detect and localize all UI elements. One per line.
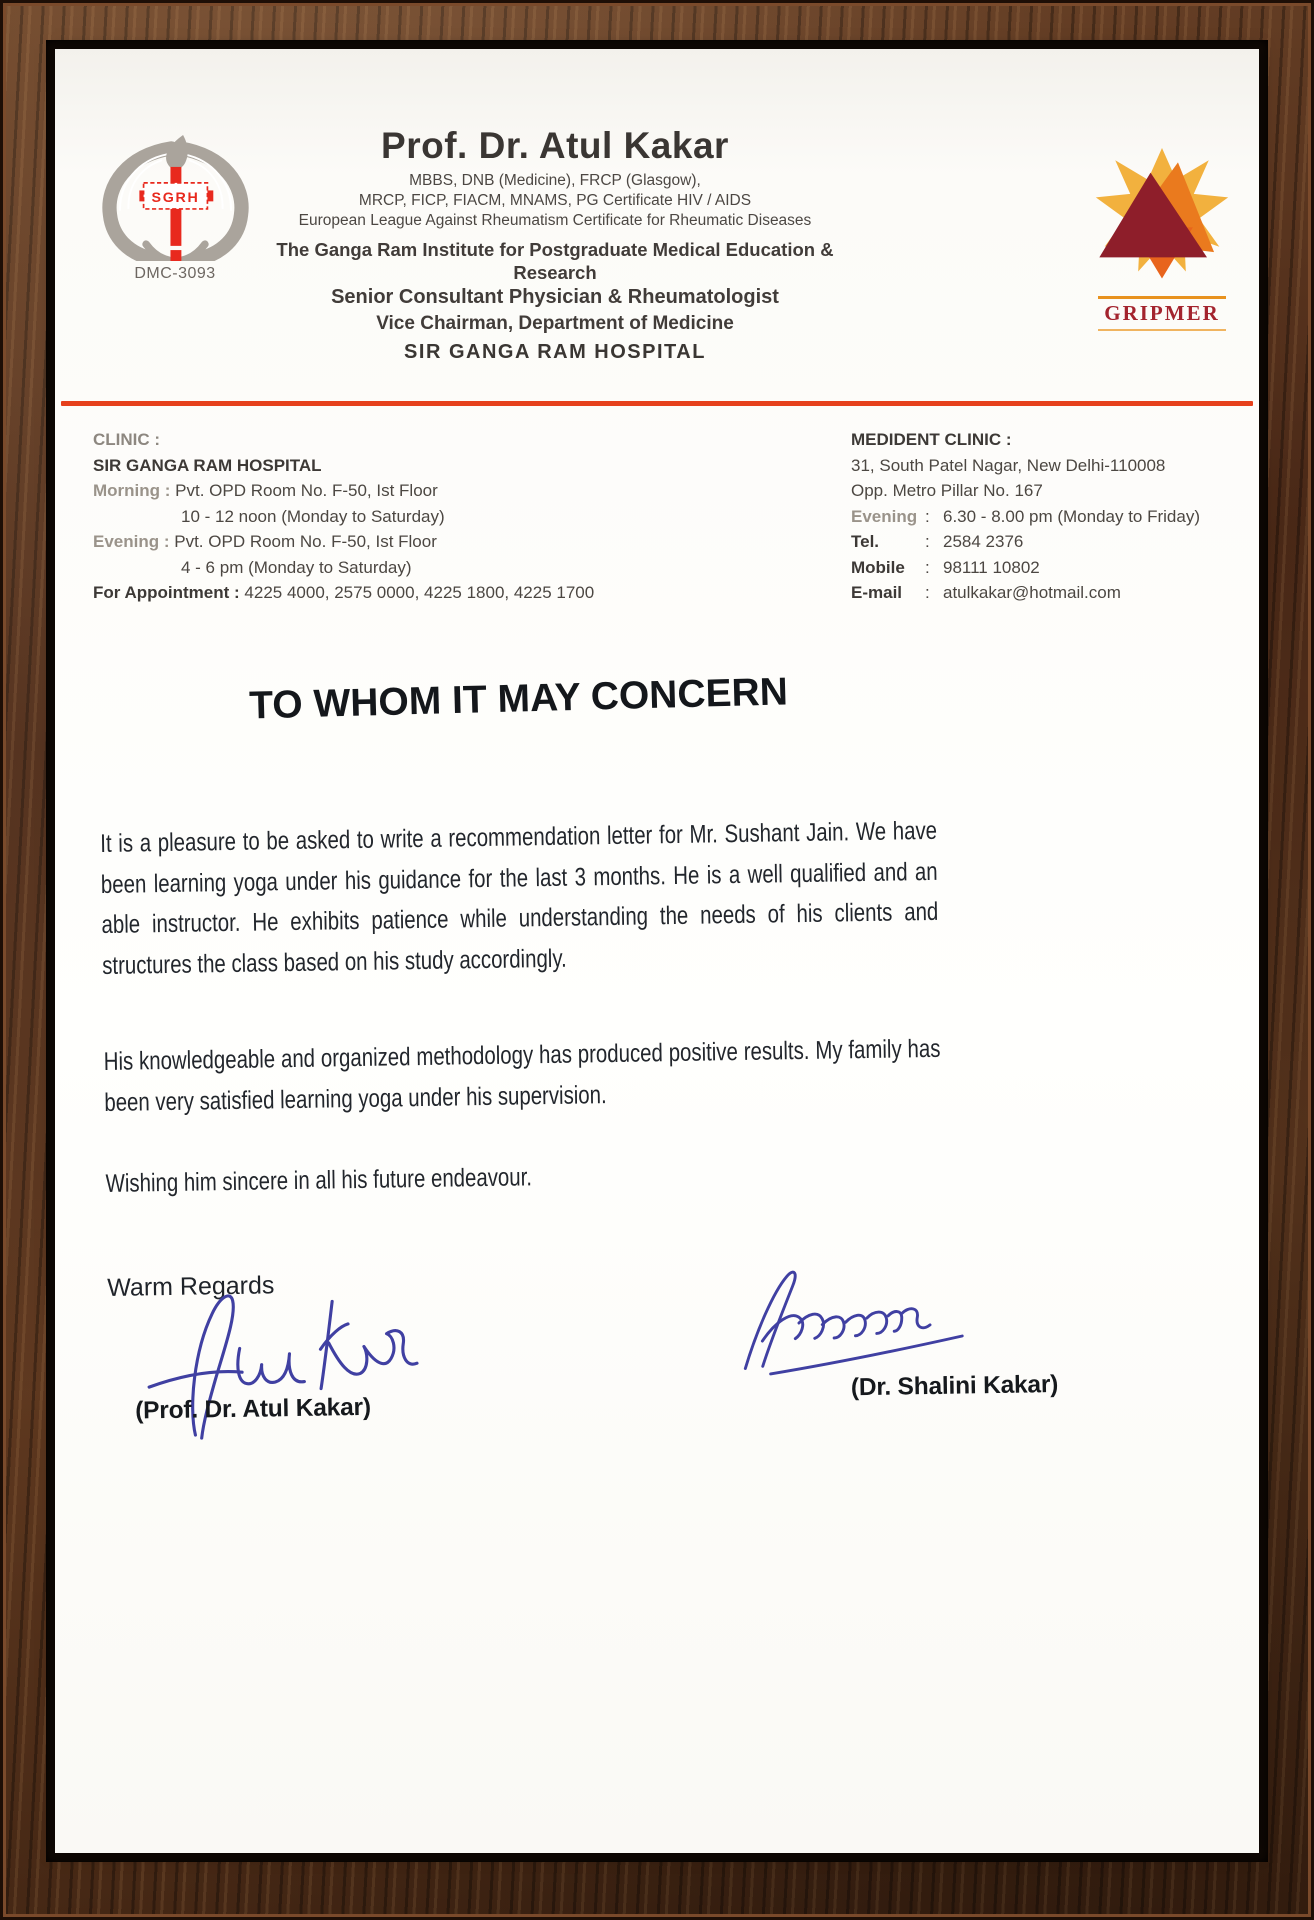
qualifications-line-2: MRCP, FICP, FIACM, MNAMS, PG Certificate HIV / AIDS — [358, 192, 752, 209]
gripmer-logo-icon — [1087, 141, 1237, 289]
clinic-hospital-name: SIR GANGA RAM HOSPITAL — [93, 455, 322, 475]
mobile-value: 98111 10802 — [943, 557, 1040, 577]
medident-tel-row — [851, 529, 1251, 555]
qualifications-line-1: MBBS, DNB (Medicine), FRCP (Glasgow), — [409, 172, 701, 189]
letter-title: TO WHOM IT MAY CONCERN — [248, 670, 789, 728]
letterhead-center — [243, 125, 867, 368]
medident-evening-label: Evening — [851, 506, 918, 526]
colon: : — [925, 583, 930, 602]
signature-shalini-ink-icon — [701, 1257, 1033, 1382]
institute-name: The Ganga Ram Institute for Postgraduate Medical Education & Research — [276, 239, 834, 283]
colon: : — [925, 506, 930, 526]
letter-body — [95, 628, 1106, 1644]
medident-mobile-row — [851, 555, 1251, 581]
medident-email-row — [851, 580, 1251, 606]
sgrh-logo-block — [89, 135, 261, 283]
email-value: atulkakar@hotmail.com — [943, 583, 1121, 602]
signer-name-right: (Dr. Shalini Kakar) — [850, 1371, 1059, 1402]
gripmer-logo-block — [1081, 141, 1243, 331]
hospital-name: SIR GANGA RAM HOSPITAL — [404, 341, 706, 363]
morning-time: 10 - 12 noon (Monday to Saturday) — [181, 506, 445, 526]
sgrh-logo-label: SGRH — [151, 190, 199, 207]
letter-paragraph-3: Wishing him sincere in all his future endeavour. — [105, 1163, 533, 1198]
clinic-morning-row — [93, 478, 713, 504]
letter-paragraph-2: His knowledgeable and organized methodology has produced positive results. My family has been very satisfied learning yoga under his supervision. — [103, 1034, 941, 1117]
appointment-numbers: 4225 4000, 2575 0000, 4225 1800, 4225 1700 — [244, 583, 595, 602]
tel-value: 2584 2376 — [943, 532, 1024, 551]
medident-address-2: Opp. Metro Pillar No. 167 — [851, 481, 1043, 500]
letter-paper — [55, 49, 1259, 1853]
signer-name-left: (Prof. Dr. Atul Kakar) — [134, 1393, 372, 1425]
dmc-registration-number: DMC-3093 — [134, 265, 216, 282]
medident-evening-value: 6.30 - 8.00 pm (Monday to Friday) — [943, 506, 1201, 526]
colon: : — [925, 557, 930, 577]
letter-closing: Warm Regards — [107, 1271, 275, 1302]
designation-primary: Senior Consultant Physician & Rheumatologist — [331, 286, 779, 308]
letterhead-divider-rule — [61, 401, 1253, 406]
evening-value: Pvt. OPD Room No. F-50, Ist Floor — [174, 532, 437, 551]
qualifications-line-3: European League Against Rheumatism Certificate for Rheumatic Diseases — [298, 212, 812, 229]
gripmer-logo-label: GRIPMER — [1098, 296, 1226, 331]
morning-value: Pvt. OPD Room No. F-50, Ist Floor — [175, 481, 438, 500]
designation-secondary: Vice Chairman, Department of Medicine — [376, 313, 734, 334]
frame-inner-edge — [46, 40, 1268, 1862]
doctor-name: Prof. Dr. Atul Kakar — [381, 125, 729, 166]
email-label: E-mail — [851, 583, 903, 602]
clinic-info-right — [851, 427, 1251, 606]
colon: : — [925, 532, 930, 551]
sgrh-hospital-logo-icon — [93, 135, 258, 261]
medident-address-1: 31, South Patel Nagar, New Delhi-110008 — [851, 455, 1166, 475]
evening-label: Evening : — [93, 532, 170, 551]
letter-paragraph-1: It is a pleasure to be asked to write a recommendation letter for Mr. Sushant Jain. We have been learning yoga under his guidance for the last 3 months. He is a well qualified and an able instructor. He exhibits patience while understanding the needs of his clients and structures the class based on his study accordingly. — [100, 816, 939, 980]
clinic-heading: CLINIC : — [93, 430, 161, 449]
appointment-label: For Appointment : — [93, 583, 240, 602]
signature-shalini-kakar — [701, 1257, 1033, 1382]
clinic-evening-row — [93, 529, 713, 555]
mobile-label: Mobile — [851, 557, 905, 577]
medident-evening-row — [851, 504, 1251, 530]
evening-time: 4 - 6 pm (Monday to Saturday) — [181, 557, 412, 577]
morning-label: Morning : — [93, 481, 171, 500]
medident-heading: MEDIDENT CLINIC : — [851, 430, 1012, 449]
appointment-row — [93, 580, 713, 606]
tel-label: Tel. — [851, 532, 880, 551]
clinic-info-left — [93, 427, 713, 606]
